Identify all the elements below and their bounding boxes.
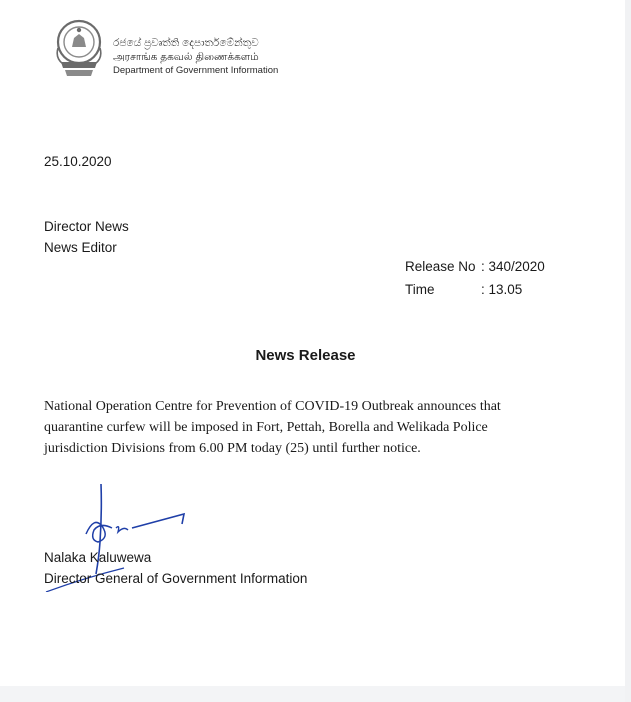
letterhead-english: Department of Government Information [113, 65, 279, 76]
body-line: National Operation Centre for Prevention of COVID-19 Outbreak announces that [44, 399, 501, 414]
letterhead-tamil: அரசாங்க தகவல் திணைக்களம் [113, 51, 259, 63]
signatory-name: Nalaka Kaluwewa [44, 550, 152, 565]
page-right-band [625, 0, 631, 702]
page-bottom-band [0, 686, 631, 702]
letterhead-sinhala: රජයේ ප්‍රවෘත්ති දෙපාර්තමේන්තුව [113, 37, 259, 49]
time-value: : 13.05 [481, 282, 523, 297]
release-date: 25.10.2020 [44, 154, 112, 169]
signatory-title: Director General of Government Information [44, 571, 308, 586]
body-line: quarantine curfew will be imposed in Fort, Pettah, Borella and Welikada Police [44, 420, 488, 435]
release-no-label: Release No [405, 259, 476, 274]
recipient-line: News Editor [44, 240, 117, 255]
recipient-line: Director News [44, 219, 129, 234]
heading-text: News Release [255, 347, 356, 364]
release-body [44, 396, 584, 459]
body-line: jurisdiction Divisions from 6.00 PM today (25) until further notice. [44, 441, 421, 456]
government-emblem-icon [55, 18, 103, 80]
document-heading [0, 347, 631, 364]
time-label: Time [405, 282, 435, 297]
letterhead [113, 36, 278, 78]
release-no-value: : 340/2020 [481, 259, 545, 274]
